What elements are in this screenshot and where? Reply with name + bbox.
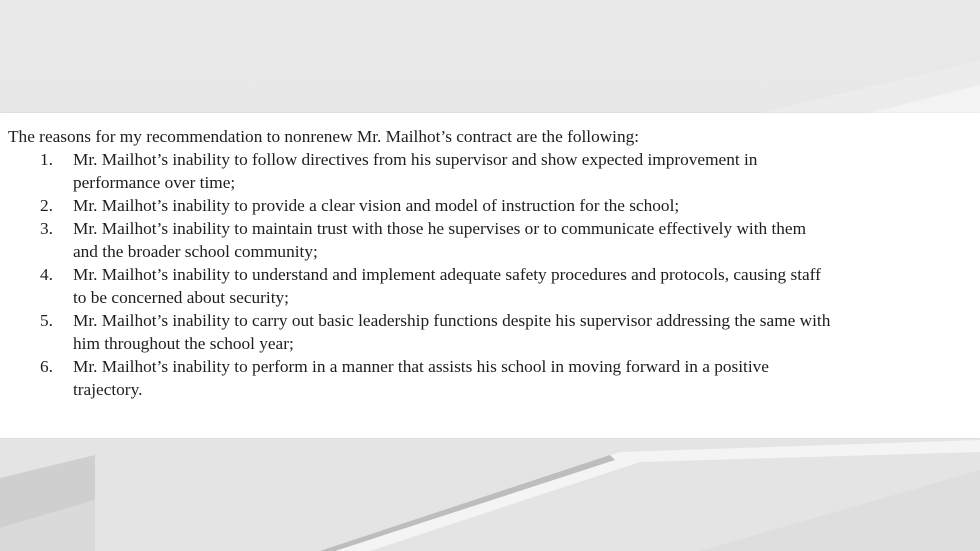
- reason-item-2: [8, 194, 974, 217]
- document-body: [8, 125, 974, 401]
- reason-line: Mr. Mailhot’s inability to maintain trust with those he supervises or to communicate effectively with them: [73, 219, 807, 238]
- reason-item-6: [8, 355, 974, 401]
- reason-line: Mr. Mailhot’s inability to perform in a manner that assists his school in moving forward in a positive: [73, 357, 769, 376]
- document-excerpt: [0, 113, 980, 438]
- reasons-list: [8, 148, 974, 401]
- reason-item-3: [8, 217, 974, 263]
- reason-line: Mr. Mailhot’s inability to follow directives from his supervisor and show expected improvement in: [73, 150, 758, 169]
- reason-number: 2.: [40, 196, 53, 215]
- reason-number: 1.: [40, 150, 53, 169]
- reason-line: Mr. Mailhot’s inability to provide a clear vision and model of instruction for the school;: [73, 196, 680, 215]
- reason-number: 5.: [40, 311, 53, 330]
- reason-number: 6.: [40, 357, 53, 376]
- reason-line: to be concerned about security;: [73, 288, 289, 307]
- reason-number: 3.: [40, 219, 53, 238]
- reason-item-5: [8, 309, 974, 355]
- reason-line: and the broader school community;: [73, 242, 318, 261]
- reason-line: trajectory.: [73, 380, 143, 399]
- reason-number: 4.: [40, 265, 53, 284]
- reason-line: performance over time;: [73, 173, 236, 192]
- reason-item-1: [8, 148, 974, 194]
- reason-line: Mr. Mailhot’s inability to carry out basic leadership functions despite his supervisor addressing the same with: [73, 311, 831, 330]
- reason-line: him throughout the school year;: [73, 334, 294, 353]
- reason-item-4: [8, 263, 974, 309]
- intro-sentence: The reasons for my recommendation to nonrenew Mr. Mailhot’s contract are the following:: [8, 127, 640, 146]
- reason-line: Mr. Mailhot’s inability to understand and implement adequate safety procedures and protocols, causing staff: [73, 265, 821, 284]
